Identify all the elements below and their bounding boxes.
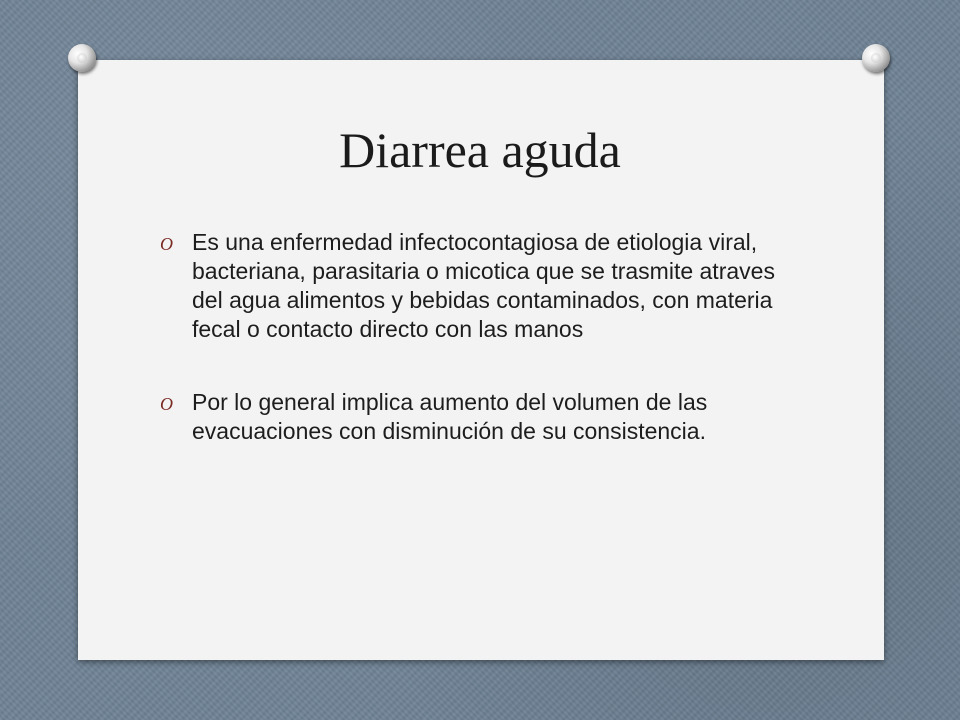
bullet-marker-icon: O (160, 234, 173, 254)
bullet-text: Es una enfermedad infectocontagiosa de etiologia viral, bacteriana, parasitaria o micotica que se trasmite atraves del agua alimentos y bebidas contaminados, con materia fecal o contacto directo con las manos (192, 229, 775, 342)
bullet-text: Por lo general implica aumento del volumen de las evacuaciones con disminución de su consistencia. (192, 389, 708, 444)
push-pin-icon (862, 44, 890, 72)
bullet-item (160, 228, 810, 344)
push-pin-icon (68, 44, 96, 72)
bullet-list (160, 228, 810, 490)
bullet-marker-icon: O (160, 394, 173, 414)
slide-title: Diarrea aguda (339, 122, 621, 178)
bullet-item (160, 388, 810, 446)
